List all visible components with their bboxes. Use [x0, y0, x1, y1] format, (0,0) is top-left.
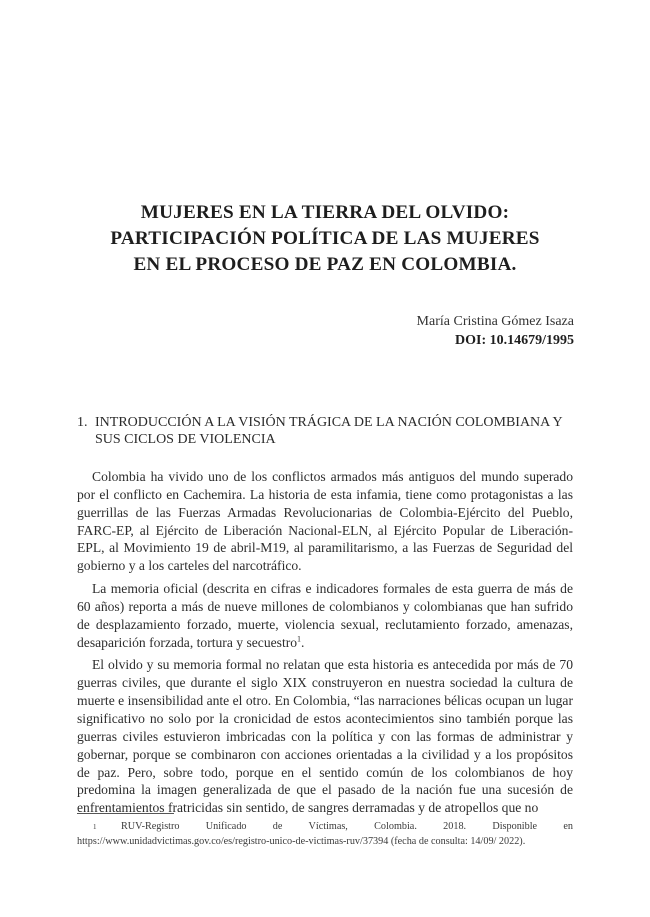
chapter-title	[60, 200, 590, 278]
footnote-number: 1	[93, 823, 97, 831]
paragraph-1: Colombia ha vivido uno de los conflictos armados más antiguos del mundo superado por el conflicto en Cachemira. La historia de esta infamia, tiene como protagonistas a las guerrillas de las Fuerzas Armadas Revolucionarias de Colombia-Ejército del Pueblo, FARC-EP, al Ejército de Liberación Nacional-ELN, al Ejército Popular de Liberación-EPL, al Movimiento 19 de abril-M19, al paramilitarismo, a las Fuerzas de Seguridad del gobierno y a los carteles del narcotráfico.	[77, 469, 573, 574]
footnote-text[interactable]: RUV-Registro Unificado de Víctimas, Colombia. 2018. Disponible en https://www.unidadvictimas.gov.co/es/registro-unico-de-victimas-ruv/37394 (fecha de consulta: 14/09/ 2022).	[77, 821, 573, 847]
footnote-divider	[77, 813, 174, 814]
doi-link[interactable]: DOI: 10.14679/1995	[455, 333, 574, 348]
section-title: INTRODUCCIÓN A LA VISIÓN TRÁGICA DE LA NACIÓN COLOMBIANA Y SUS CICLOS DE VIOLENCIA	[95, 415, 563, 447]
paragraph-3: El olvido y su memoria formal no relatan que esta historia es antecedida por más de 70 guerras civiles, que durante el siglo XIX construyeron en nuestra sociedad la cultura de muerte e insensibilidad ante el otro. En Colombia, “las narraciones bélicas ocupan un lugar significativo no solo por la cronicidad de estos acontecimientos sino también porque las guerras civiles estuvieron imbricadas con la política y con las formas de administrar y gobernar, porque se combinaron con acciones orientadas a la civilidad y a los propósitos de paz. Pero, sobre todo, porque en el sentido común de los colombianos de hoy predomina la imagen generalizada de que el pasado de la nación fue una sucesión de enfrentamientos fratricidas sin sentido, de sangres derramadas y de atropellos que no	[77, 657, 573, 816]
body-text	[77, 468, 573, 822]
footnote-ref-1[interactable]: 1	[297, 634, 302, 644]
paragraph-2-end: .	[301, 634, 305, 650]
title-line-2: PARTICIPACIÓN POLÍTICA DE LAS MUJERES	[110, 228, 540, 249]
footnote-1	[77, 820, 573, 849]
paragraph-2	[77, 580, 573, 651]
author-name: María Cristina Gómez Isaza	[416, 314, 574, 329]
title-line-3: EN EL PROCESO DE PAZ EN COLOMBIA.	[133, 254, 517, 275]
title-line-1: MUJERES EN LA TIERRA DEL OLVIDO:	[140, 202, 510, 223]
paragraph-2-text: La memoria oficial (descrita en cifras e indicadores formales de esta guerra de más de 60 años) reporta a más de nueve millones de colombianos y colombianas que han sufrido de desplazamiento forzado, muerte, violencia sexual, reclutamiento forzado, amenazas, desaparición forzada, tortura y secuestro	[77, 581, 573, 650]
section-heading	[77, 414, 577, 448]
section-number: 1.	[77, 415, 88, 430]
